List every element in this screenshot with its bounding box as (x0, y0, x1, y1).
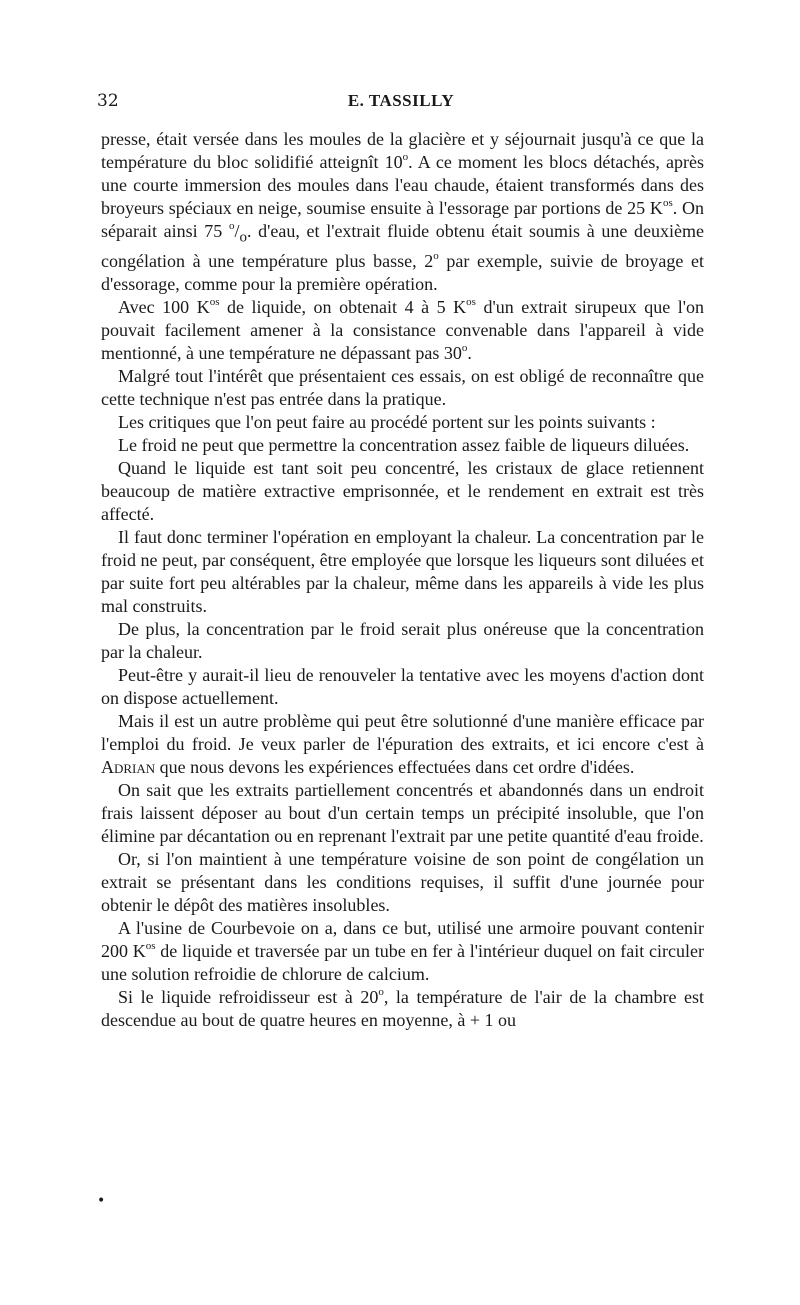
text-run: de liquide et traversée par un tube en fer à l'intérieur duquel on fait circuler une solution refroidie de chlorure de calcium. (101, 940, 705, 984)
text-run: que nous devons les expériences effectuées dans cet ordre d'idées. (155, 756, 635, 777)
text-run: De plus, la concentration par le froid serait plus onéreuse que la concentration par la chaleur. (101, 618, 704, 662)
text-run: d'un extrait sirupeux que l'on pouvait facilement amener à la consistance convenable dans l'appareil à vide mentionné, à une température ne dépassant pas 30 (101, 296, 705, 363)
text-run: par exemple, suivie de broyage et d'essorage, comme pour la première opération. (101, 250, 704, 294)
paragraph (101, 411, 704, 434)
paragraph (101, 296, 704, 365)
text-run: Or, si l'on maintient à une température voisine de son point de congélation un extrait se présentant dans les conditions requises, il suffit d'une journée pour obtenir le dépôt des matières insolubles. (101, 848, 704, 915)
text-run: de liquide, on obtenait 4 à 5 K (219, 296, 467, 317)
page-number: 32 (97, 91, 119, 111)
superscript: os (466, 295, 476, 308)
text-run: / (234, 221, 240, 241)
text-run: Si le liquide refroidisseur est à 20 (118, 986, 379, 1007)
text-run: Il faut donc terminer l'opération en employant la chaleur. La concentration par le froid ne peut, par conséquent, être employée que lorsque les liqueurs sont diluées et par suite fort peu altérables par la chaleur, même dans les appareils à vide les plus mal construits. (101, 526, 704, 616)
superscript: o (402, 151, 409, 163)
text-run: Peut-être y aurait-il lieu de renouveler la tentative avec les moyens d'action dont on dispose actuellement. (101, 664, 704, 708)
text-run: . On séparait ainsi 75 (101, 198, 704, 241)
paragraph (101, 779, 704, 848)
superscript: os (145, 939, 156, 952)
running-head (97, 91, 705, 115)
paragraph (101, 526, 704, 618)
text-run: , la température de l'air de la chambre est descendue au bout de quatre heures en moyenne, à + 1 ou (101, 986, 704, 1030)
superscript: o (378, 985, 384, 998)
text-run: Avec 100 K (118, 296, 210, 317)
superscript: os (209, 295, 220, 308)
text-run: Quand le liquide est tant soit peu concentré, les cristaux de glace retiennent beaucoup de matière extractive emprisonnée, et le rendement en extrait est très affecté. (101, 457, 704, 524)
paragraph (101, 664, 704, 710)
text-run: . (467, 342, 472, 363)
paragraph (101, 434, 704, 457)
paragraph (101, 848, 704, 917)
paragraph (101, 710, 704, 779)
paragraph (101, 986, 704, 1032)
running-title: E. TASSILLY (347, 91, 455, 110)
text-run: On sait que les extraits partiellement concentrés et abandonnés dans un endroit frais laissent déposer au bout d'un certain temps un précipité insoluble, que l'on élimine par décantation ou en reprenant l'extrait par une petite quantité d'eau froide. (101, 779, 704, 846)
superscript: os (662, 197, 673, 209)
text-run: Les critiques que l'on peut faire au procédé portent sur les points suivants : (118, 411, 656, 432)
text-run: Mais il est un autre problème qui peut être solutionné d'une manière efficace par l'emploi du froid. Je veux parler de l'épuration des extraits, et ici encore c'est à (101, 710, 704, 754)
paragraph (101, 457, 704, 526)
text-run: Malgré tout l'intérêt que présentaient ces essais, on est obligé de reconnaître que cette technique n'est pas entrée dans la pratique. (101, 365, 704, 409)
text-run: . d'eau, et l'extrait fluide obtenu était soumis à une deuxième congélation à une température plus basse, 2 (101, 221, 704, 271)
superscript: o (461, 341, 468, 354)
superscript: o (228, 220, 235, 232)
paragraph (101, 365, 704, 411)
paragraph (101, 618, 704, 664)
author-name: Adrian (101, 756, 156, 777)
body-text (101, 128, 704, 1032)
paragraph (101, 917, 704, 986)
superscript: o (433, 249, 439, 262)
text-run: . A ce moment les blocs détachés, après une courte immersion des moules dans l'eau chaude, étaient transformés dans des broyeurs spéciaux en neige, soumise ensuite à l'essorage par portions de 25 K (101, 152, 704, 218)
text-run: Le froid ne peut que permettre la concentration assez faible de liqueurs diluées. (118, 434, 690, 455)
text-run: A l'usine de Courbevoie on a, dans ce but, utilisé une armoire pouvant contenir 200 K (101, 917, 704, 961)
text-run: presse, était versée dans les moules de la glacière et y séjournait jusqu'à ce que la température du bloc solidifié atteignît 10 (101, 129, 704, 172)
subscript: o (239, 229, 247, 246)
paragraph (101, 128, 704, 296)
stray-mark: • (97, 1193, 106, 1209)
